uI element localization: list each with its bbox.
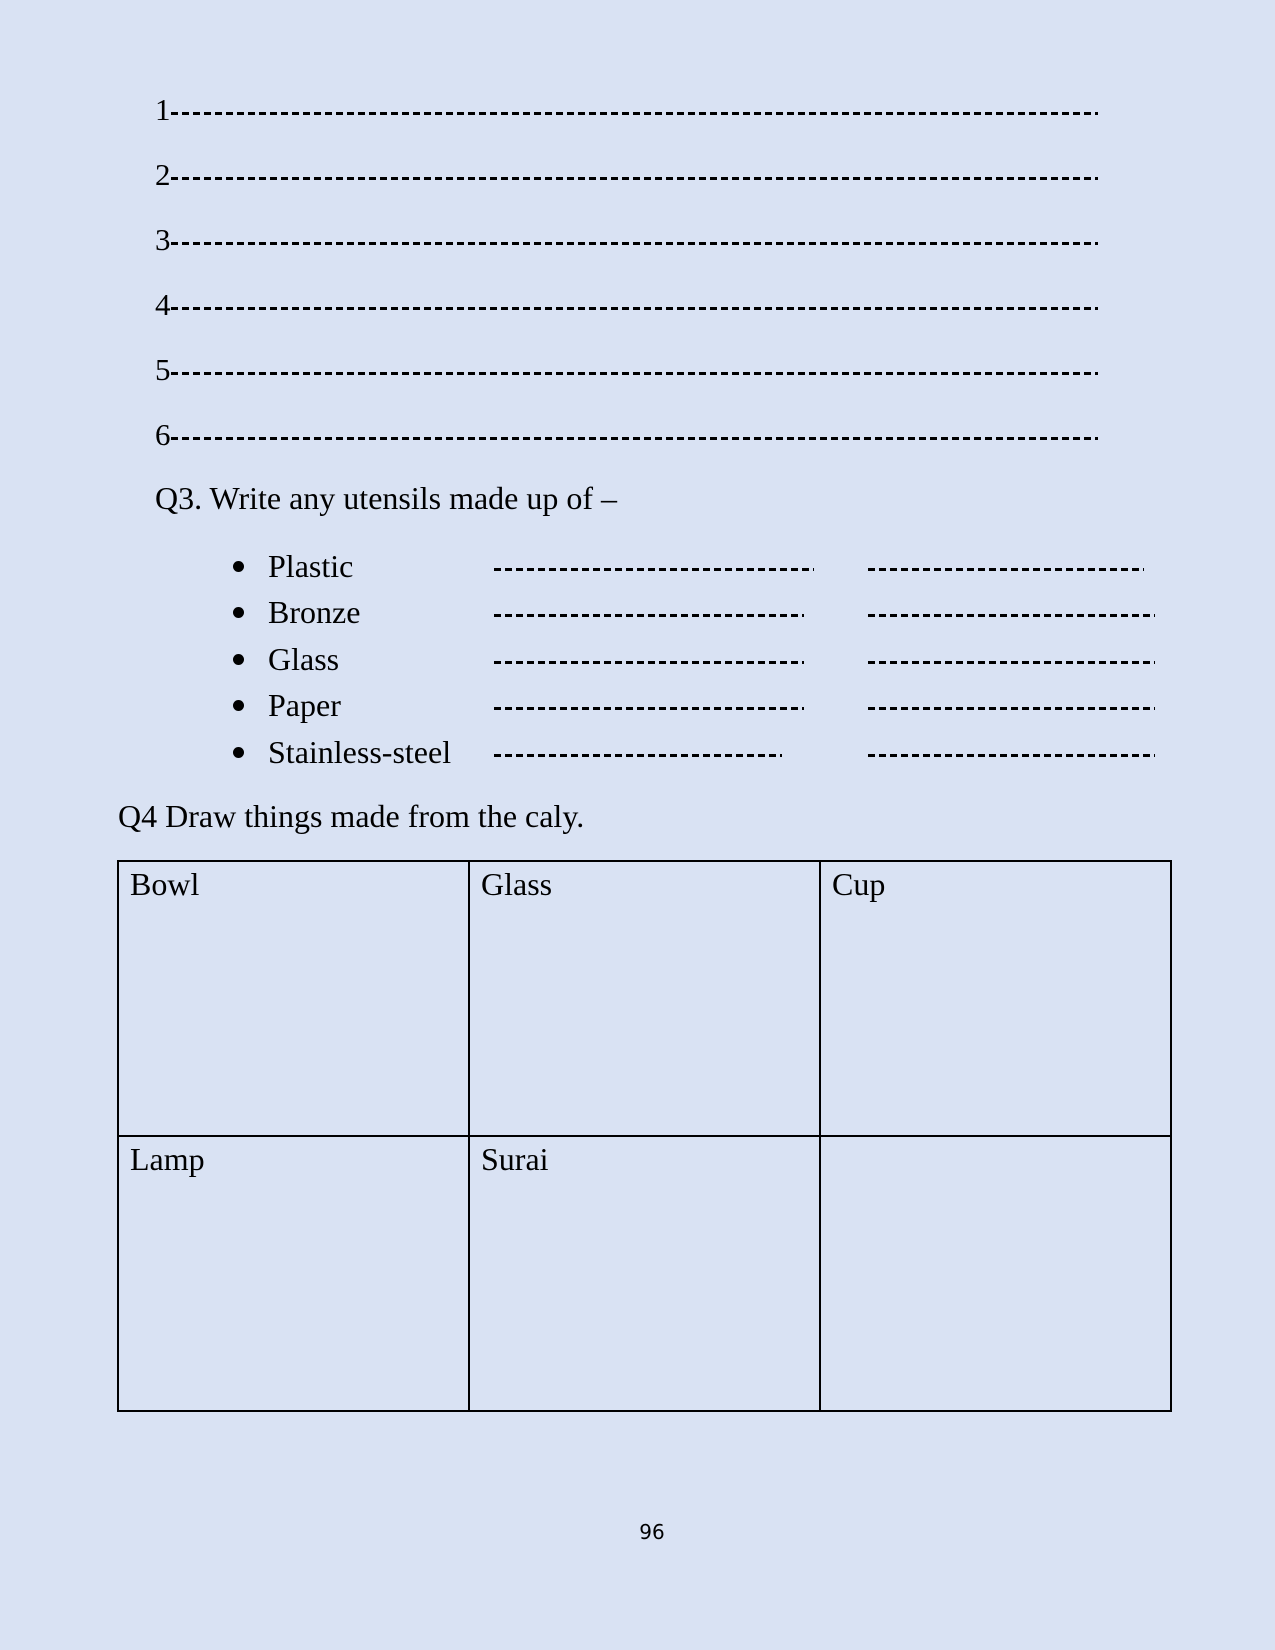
answer-line-number: 5 [155, 352, 171, 387]
utensil-answer-blank-1[interactable] [494, 661, 804, 664]
answer-line-blank [171, 307, 1098, 310]
utensil-answer-blank-1[interactable] [494, 614, 804, 617]
answer-line-blank [171, 372, 1098, 375]
drawing-cell-label: Glass [481, 866, 553, 902]
q4-question-title: Q4 Draw things made from the caly. [118, 798, 585, 834]
answer-line[interactable] [155, 287, 1098, 323]
bullet-icon [233, 747, 244, 758]
answer-line[interactable] [155, 222, 1098, 258]
drawing-cell-label: Cup [832, 866, 886, 902]
utensil-answer-blank-1[interactable] [494, 754, 782, 757]
answer-line-number: 6 [155, 417, 171, 452]
utensil-answer-blank-2[interactable] [868, 661, 1155, 664]
bullet-icon [233, 654, 244, 665]
utensil-item [230, 685, 1210, 729]
utensil-item [230, 639, 1210, 683]
utensil-label: Bronze [268, 594, 361, 630]
drawing-cell-surai[interactable] [469, 1136, 820, 1411]
utensil-answer-blank-2[interactable] [868, 568, 1144, 571]
utensil-answer-blank-1[interactable] [494, 707, 804, 710]
answer-line-blank [171, 112, 1098, 115]
utensil-label: Stainless-steel [268, 734, 452, 770]
bullet-icon [233, 561, 244, 572]
drawing-grid-row [118, 1136, 1171, 1411]
drawing-cell-label: Bowl [130, 866, 200, 902]
utensil-item [230, 592, 1210, 636]
answer-line[interactable] [155, 417, 1098, 453]
answer-line-number: 1 [155, 92, 171, 127]
utensil-item [230, 546, 1210, 590]
answer-line[interactable] [155, 92, 1098, 128]
answer-line-blank [171, 242, 1098, 245]
utensil-label: Plastic [268, 548, 354, 584]
utensil-answer-blank-2[interactable] [868, 754, 1155, 757]
utensil-label: Glass [268, 641, 340, 677]
utensil-item [230, 732, 1210, 776]
answer-line[interactable] [155, 157, 1098, 193]
drawing-grid [117, 860, 1172, 1412]
utensil-answer-blank-1[interactable] [494, 568, 814, 571]
bullet-icon [233, 607, 244, 618]
q3-question-title: Q3. Write any utensils made up of – [155, 480, 618, 516]
utensil-answer-blank-2[interactable] [868, 707, 1155, 710]
drawing-cell-cup[interactable] [820, 861, 1171, 1136]
drawing-cell-label [821, 1137, 1170, 1139]
drawing-cell-label: Lamp [130, 1141, 205, 1177]
answer-line-number: 2 [155, 157, 171, 192]
answer-line-number: 4 [155, 287, 171, 322]
utensil-answer-blank-2[interactable] [868, 614, 1155, 617]
drawing-cell-glass[interactable] [469, 861, 820, 1136]
answer-line[interactable] [155, 352, 1098, 388]
utensil-label: Paper [268, 687, 341, 723]
answer-line-number: 3 [155, 222, 171, 257]
drawing-cell-empty[interactable] [820, 1136, 1171, 1411]
page-number: 96 [639, 1520, 665, 1544]
drawing-cell-label: Surai [481, 1141, 549, 1177]
drawing-cell-bowl[interactable] [118, 861, 469, 1136]
bullet-icon [233, 700, 244, 711]
answer-line-blank [171, 437, 1098, 440]
drawing-cell-lamp[interactable] [118, 1136, 469, 1411]
drawing-grid-row [118, 861, 1171, 1136]
answer-line-blank [171, 177, 1098, 180]
